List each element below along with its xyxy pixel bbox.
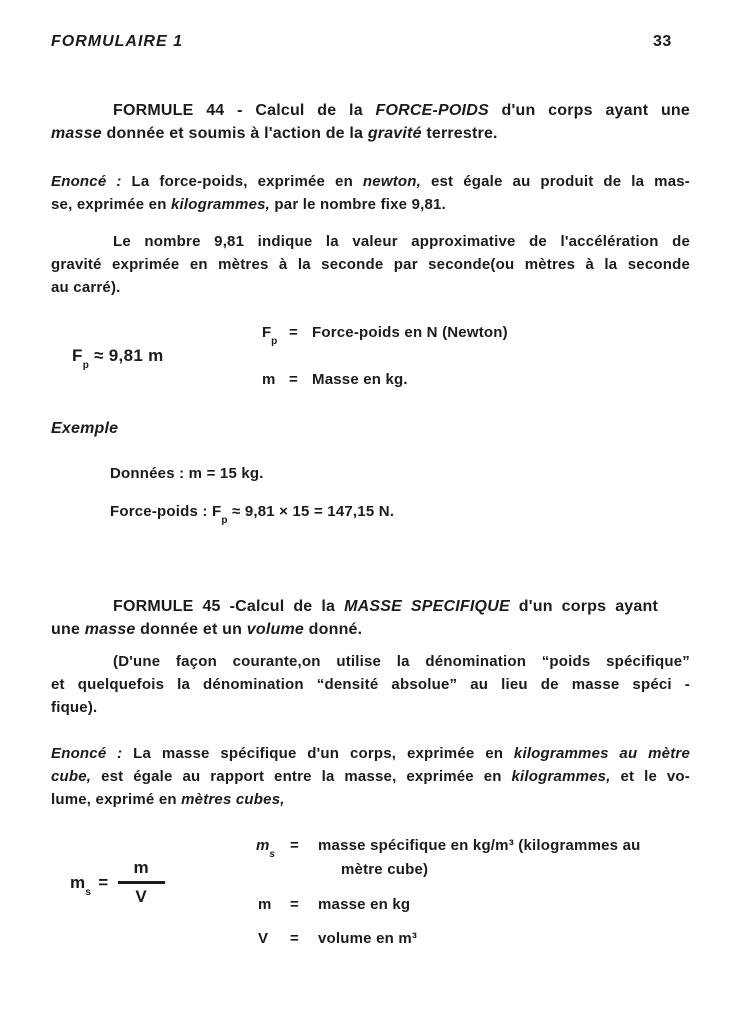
formule44-formula — [72, 346, 164, 372]
masse-term-2: masse — [84, 621, 136, 638]
f45-def1-symbol: $m_s$ — [256, 837, 275, 860]
page-header-title: FORMULAIRE 1 — [51, 33, 183, 50]
fraction-denominator: V — [135, 887, 148, 906]
formule45-remark-line3: fique). — [51, 699, 98, 716]
formule44-enonce-line2 — [51, 195, 690, 215]
force-poids-term: FORCE-POIDS — [375, 102, 489, 119]
exemple-fp-subscript: p — [221, 515, 228, 526]
formule44-heading-tail: d'un corps ayant une — [488, 102, 690, 119]
formule45-heading-start: une — [51, 621, 85, 638]
f45-def1-equals: = — [290, 837, 299, 854]
f45-def3-symbol: V — [258, 930, 269, 947]
f44-formula-expression: ≈ 9,81 m — [89, 346, 164, 365]
formule45-enonce-line1 — [51, 744, 690, 764]
f44-formula-subscript: p — [82, 360, 90, 372]
formule45-title: FORMULE 45 -Calcul de la — [113, 598, 345, 615]
enonce-label: Enoncé : — [51, 173, 122, 190]
formule44-heading-line2 — [51, 124, 690, 144]
formule45-heading-end: donné. — [304, 621, 363, 638]
formule45-remark-line2: et quelquefois la dénomination “densité absolue” au lieu de masse spéci - — [51, 676, 690, 693]
f45-def2-equals: = — [290, 896, 299, 913]
formule44-note-line2: gravité exprimée en mètres à la seconde par seconde(ou mètres à la seconde — [51, 256, 690, 273]
f45-formula-equals: = — [98, 872, 109, 892]
formule44-heading-mid: donnée et soumis à l'action de la — [101, 125, 368, 142]
formule44-title: FORMULE 44 - Calcul de la — [113, 102, 376, 119]
enonce45-text-4: lume, exprimé en — [51, 791, 182, 808]
formule44-note-line3: au carré). — [51, 279, 121, 296]
formule44-enonce-line1 — [51, 172, 690, 192]
exemple-heading: Exemple — [51, 420, 119, 437]
kilogrammes-term: kilogrammes, — [170, 196, 271, 213]
enonce-text-2: est égale au produit de la mas- — [420, 173, 690, 190]
enonce-label-2: Enoncé : — [51, 745, 123, 762]
enonce45-text-3: et le vo- — [610, 768, 690, 785]
enonce-text-3: se, exprimée en — [51, 196, 171, 213]
f44-def2-description: Masse en kg. — [312, 371, 408, 388]
masse-term: masse — [51, 125, 102, 142]
f44-def1-symbol: $F_p$ — [262, 324, 278, 347]
f45-def1-description-line1: masse spécifique en kg/m³ (kilogrammes au — [318, 837, 641, 854]
f45-def2-symbol: m — [258, 896, 272, 913]
enonce45-text: La masse spécifique d'un corps, exprimée en — [122, 745, 514, 762]
enonce45-text-2: est égale au rapport entre la masse, exprimée en — [91, 768, 512, 785]
f44-def1-subscript: p — [271, 336, 278, 347]
formule45-enonce-line2 — [51, 767, 690, 787]
cube-term: cube, — [51, 768, 92, 785]
masse-specifique-term: MASSE SPECIFIQUE — [344, 598, 510, 615]
exemple-fp-text: Force-poids : F — [110, 503, 222, 520]
formule45-heading-mid: donnée et un — [135, 621, 247, 638]
kg-m3-term: kilogrammes au mètre — [513, 745, 690, 762]
formule45-remark-line1: (D'une façon courante,on utilise la dénomination “poids spécifique” — [113, 653, 690, 670]
fraction — [118, 858, 165, 907]
exemple-donnees-line: Données : m = 15 kg. — [110, 465, 264, 482]
fraction-numerator: m — [118, 858, 165, 884]
f45-formula-symbol: $m_s$ — [70, 872, 92, 898]
formule45-formula — [70, 858, 165, 907]
f45-def3-equals: = — [290, 930, 299, 947]
gravite-term: gravité — [367, 125, 422, 142]
exemple-fp-calculation: ≈ 9,81 × 15 = 147,15 N. — [227, 503, 395, 520]
f45-def1-subscript: s — [269, 849, 275, 860]
enonce-text-4: par le nombre fixe 9,81. — [270, 196, 446, 213]
f44-def2-equals: = — [289, 371, 298, 388]
formule45-enonce-line3 — [51, 790, 690, 810]
volume-term: volume — [246, 621, 304, 638]
f45-def1-description-line2: mètre cube) — [341, 861, 429, 878]
exemple-force-poids-line — [110, 502, 690, 526]
formule45-heading-line2 — [51, 620, 690, 640]
enonce-text: La force-poids, exprimée en — [121, 173, 363, 190]
f44-def1-equals: = — [289, 324, 298, 341]
f45-def2-description: masse en kg — [318, 896, 411, 913]
f44-def1-description: Force-poids en N (Newton) — [312, 324, 508, 341]
newton-term: newton, — [362, 173, 421, 190]
metres-cubes-term: mètres cubes, — [181, 791, 285, 808]
formule45-heading-line1 — [113, 597, 658, 617]
f45-formula-subscript: s — [85, 886, 92, 898]
formule44-note-line1: Le nombre 9,81 indique la valeur approximative de l'accélération de — [113, 233, 690, 250]
f44-formula-symbol: F — [72, 346, 83, 365]
page-number: 33 — [653, 33, 672, 50]
f45-def3-description: volume en m³ — [318, 930, 418, 947]
kilogrammes-term-2: kilogrammes, — [511, 768, 611, 785]
formule44-heading-end: terrestre. — [421, 125, 498, 142]
f44-def2-symbol: m — [262, 371, 276, 388]
formule45-heading-tail: d'un corps ayant — [509, 598, 658, 615]
formule44-heading-line1 — [113, 101, 690, 121]
